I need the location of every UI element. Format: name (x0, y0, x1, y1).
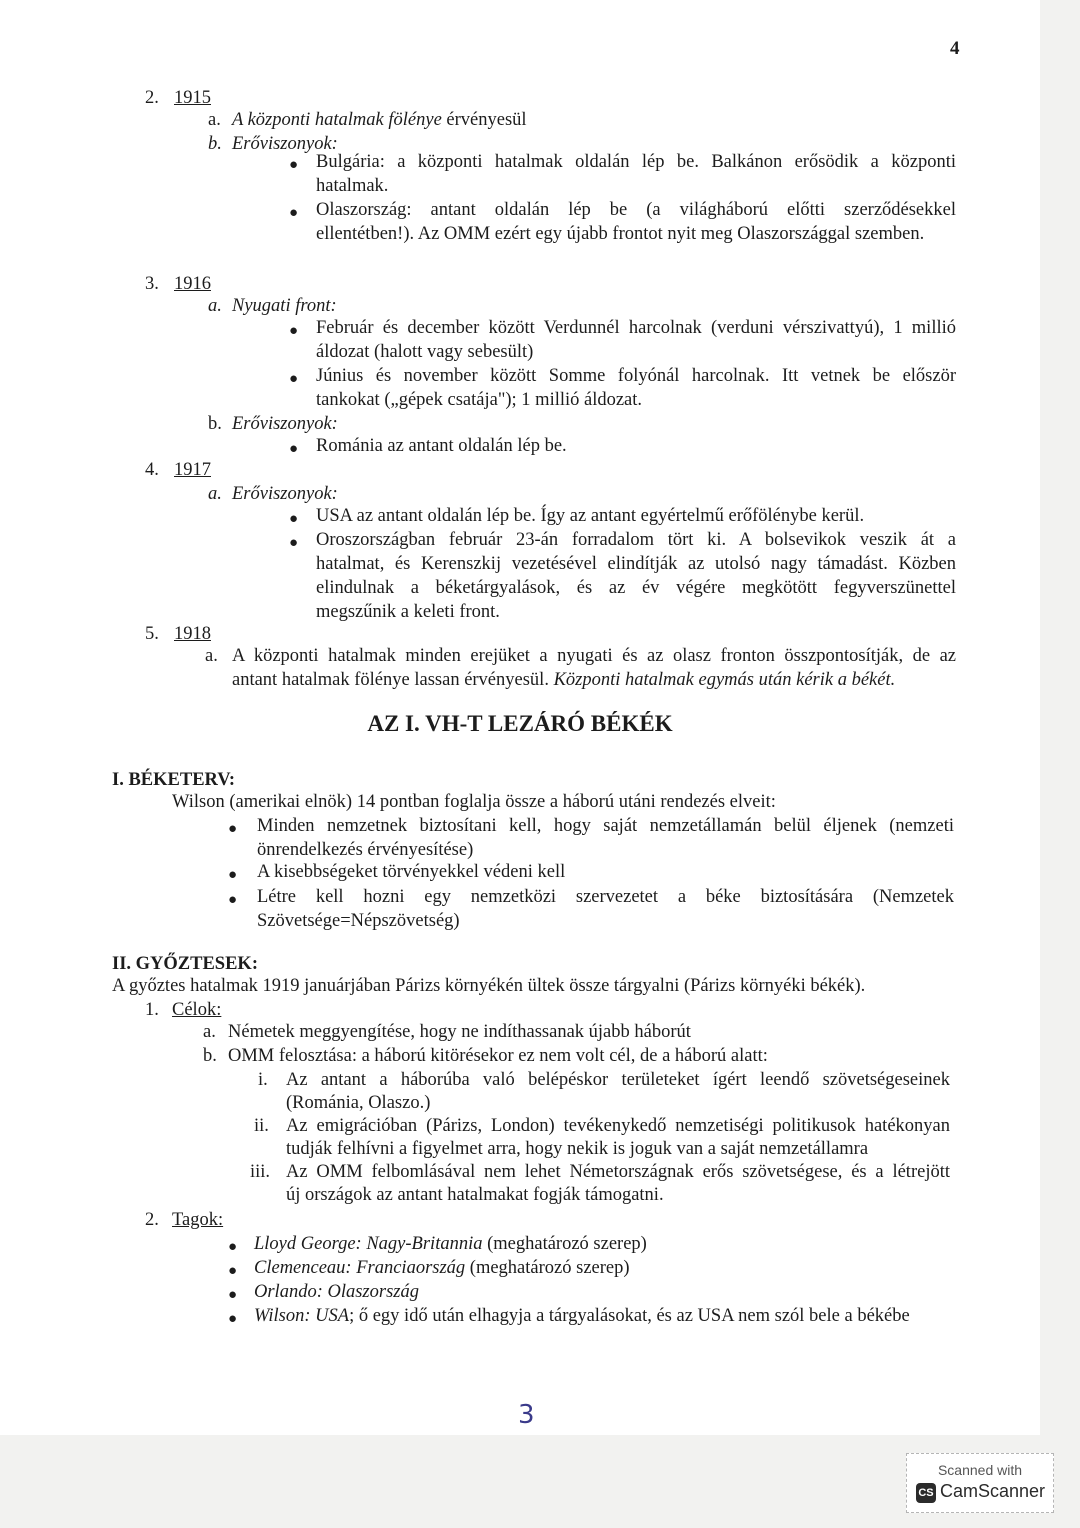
bullet-icon: ● (228, 1263, 238, 1279)
item-text: Nyugati front: (232, 296, 337, 316)
part-title: II. GYŐZTESEK: (112, 954, 258, 974)
section-number: 5. (145, 624, 159, 644)
item-text: Erőviszonyok: (232, 134, 338, 154)
item-text: A központi hatalmak fölénye érvényesül (232, 110, 527, 130)
bullet-icon: ● (289, 323, 299, 339)
bullet-icon: ● (228, 892, 238, 908)
bullet-text: hatalmak. (316, 176, 389, 196)
part-title: I. BÉKETERV: (112, 770, 236, 790)
subitem-text: Az OMM felbomlásával nem lehet Németországnak erős szövetségese, és a létrejött (286, 1162, 950, 1182)
item-label: a. (203, 1022, 216, 1042)
subsection-title: Tagok: (172, 1210, 224, 1230)
member-item: Lloyd George: Nagy-Britannia (meghatározó szerep) (254, 1234, 647, 1254)
bullet-icon: ● (228, 821, 238, 837)
bullet-icon: ● (289, 371, 299, 387)
bullet-text: Bulgária: a központi hatalmak oldalán lép be. Balkánon erősödik a központi (316, 152, 956, 172)
bullet-icon: ● (289, 205, 299, 221)
bullet-text: megszűnik a keleti front. (316, 602, 500, 622)
part-intro: Wilson (amerikai elnök) 14 pontban foglalja össze a háború utáni rendezés elveit: (172, 792, 776, 812)
bullet-icon: ● (228, 1287, 238, 1303)
section-number: 2. (145, 88, 159, 108)
bullet-icon: ● (289, 157, 299, 173)
scanner-brand: CamScanner (940, 1481, 1046, 1501)
bullet-text: USA az antant oldalán lép be. Így az antant egyértelmű erőfölénybe kerül. (316, 506, 865, 526)
bullet-text: önrendelkezés érvényesítése) (257, 840, 474, 860)
item-text: A központi hatalmak minden erejüket a nyugati és az olasz fronton összpontosítják, de az (232, 646, 956, 666)
item-label: a. (205, 646, 218, 666)
camscanner-watermark (906, 1453, 1054, 1513)
subitem-text: Az emigrációban (Párizs, London) tevékenykedő nemzetiségi politikusok hatékonyan (286, 1116, 950, 1136)
section-year: 1917 (174, 460, 211, 480)
bullet-text: Június és november között Somme folyónál harcolnak. Itt vetnek be először (316, 366, 956, 386)
part-intro: A győztes hatalmak 1919 januárjában Párizs környékén ültek össze tárgyalni (Párizs környéki békék). (112, 976, 866, 996)
subitem-label: ii. (254, 1116, 269, 1136)
subsection-number: 1. (145, 1000, 159, 1020)
page-number: 4 (950, 38, 960, 59)
bullet-text: Oroszországban február 23-án forradalom tört ki. A bolsevikok veszik át a (316, 530, 956, 550)
section-number: 3. (145, 274, 159, 294)
item-text: Németek meggyengítése, hogy ne indíthassanak újabb háborút (228, 1022, 691, 1042)
item-text: Erőviszonyok: (232, 414, 338, 434)
subitem-text: új országok az antant hatalmakat fogják támogatni. (286, 1185, 664, 1205)
bullet-text: elindulnak a béketárgyalások, és az év végére megkötött fegyverszünettel (316, 578, 956, 598)
section-year: 1916 (174, 274, 211, 294)
subsection-number: 2. (145, 1210, 159, 1230)
bullet-icon: ● (289, 535, 299, 551)
bullet-text: áldozat (halott vagy sebesült) (316, 342, 534, 362)
bullet-text: ellentétben!). Az OMM ezért egy újabb frontot nyit meg Olaszországgal szemben. (316, 224, 925, 244)
member-item: Orlando: Olaszország (254, 1282, 419, 1302)
bullet-text: Olaszország: antant oldalán lép be (a világháború előtti szerződésekkel (316, 200, 956, 220)
item-label: b. (208, 414, 222, 434)
member-item: Wilson: USA; ő egy idő után elhagyja a tárgyalásokat, és az USA nem szól bele a békébe (254, 1306, 910, 1326)
item-label: a. (208, 484, 222, 504)
bullet-icon: ● (228, 1311, 238, 1327)
bullet-icon: ● (228, 1239, 238, 1255)
bullet-text: Létre kell hozni egy nemzetközi szervezetet a béke biztosítására (Nemzetek (257, 887, 954, 907)
bullet-text: A kisebbségeket törvényekkel védeni kell (257, 862, 566, 882)
subitem-text: tudják felhívni a figyelmet arra, hogy nekik is joguk van a saját nemzetállamra (286, 1139, 869, 1159)
item-text: OMM felosztása: a háború kitörésekor ez nem volt cél, de a háború alatt: (228, 1046, 768, 1066)
item-label: a. (208, 110, 221, 130)
item-label: b. (208, 134, 222, 154)
subitem-text: Az antant a háborúba való belépéskor területeket ígért leendő szövetségeseinek (286, 1070, 950, 1090)
handwritten-page-mark: 3 (518, 1400, 535, 1430)
camscanner-logo-icon: CS (916, 1483, 936, 1503)
subitem-label: iii. (250, 1162, 271, 1182)
bullet-text: tankokat („gépek csatája"); 1 millió áldozat. (316, 390, 643, 410)
bullet-icon: ● (289, 441, 299, 457)
subitem-label: i. (258, 1070, 268, 1090)
bullet-icon: ● (289, 511, 299, 527)
section-number: 4. (145, 460, 159, 480)
subsection-title: Célok: (172, 1000, 222, 1020)
section-heading: AZ I. VH-T LEZÁRÓ BÉKÉK (367, 711, 673, 736)
bullet-icon: ● (228, 867, 238, 883)
subitem-text: (Románia, Olaszo.) (286, 1093, 431, 1113)
scanner-caption: Scanned with (937, 1462, 1023, 1478)
bullet-text: Február és december között Verdunnél harcolnak (verduni vérszivattyú), 1 millió (316, 318, 956, 338)
member-item: Clemenceau: Franciaország (meghatározó szerep) (254, 1258, 630, 1278)
item-label: b. (203, 1046, 217, 1066)
section-year: 1915 (174, 88, 211, 108)
bullet-text: Szövetsége=Népszövetség) (257, 911, 460, 931)
bullet-text: Románia az antant oldalán lép be. (316, 436, 567, 456)
bullet-text: hatalmat, és Kerenszkij vezetésével elindítják az utolsó nagy támadást. Közben (316, 554, 956, 574)
item-text: Erőviszonyok: (232, 484, 338, 504)
section-year: 1918 (174, 624, 211, 644)
bullet-text: Minden nemzetnek biztosítani kell, hogy saját nemzetállamán belül éljenek (nemzeti (257, 816, 954, 836)
item-text: antant hatalmak fölénye lassan érvényesül. Központi hatalmak egymás után kérik a békét. (232, 670, 896, 690)
item-label: a. (208, 296, 222, 316)
